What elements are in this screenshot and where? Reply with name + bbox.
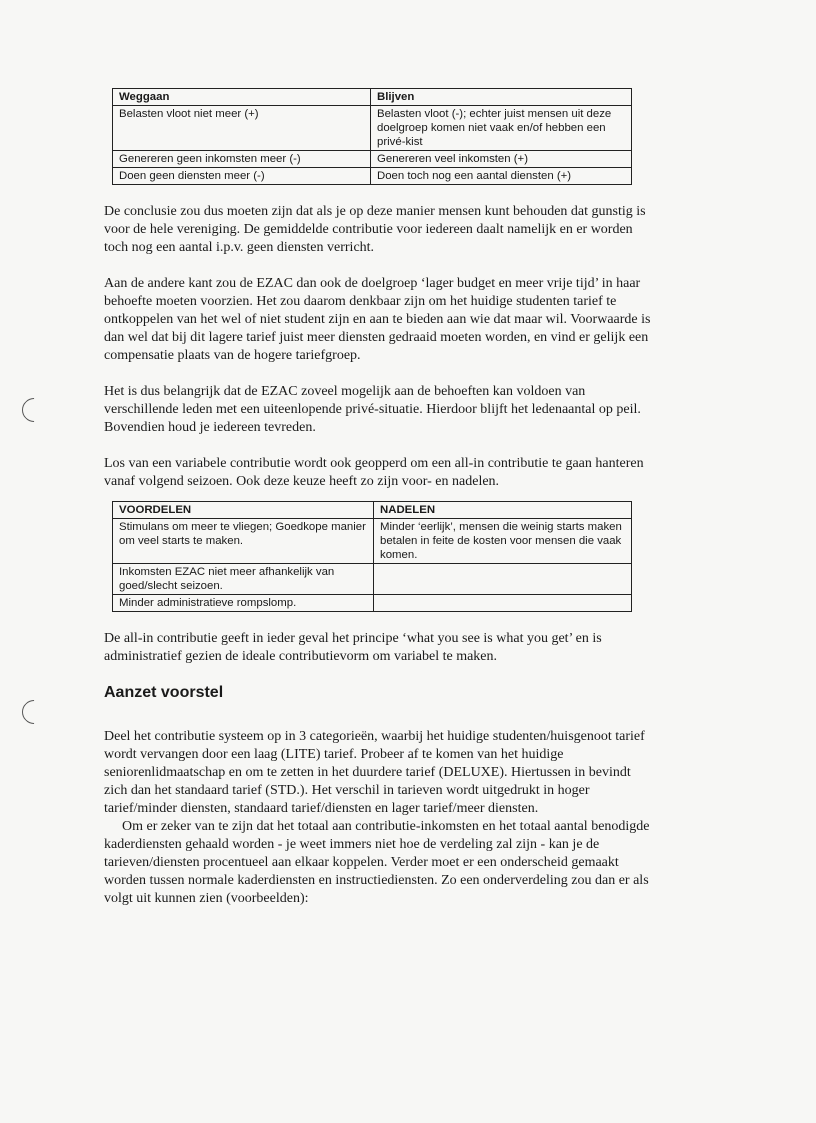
paragraph-wysiwyg: De all-in contributie geeft in ieder geval het principe ‘what you see is what you get’ en is administratief gezien de ideale contributievorm om variabel te maken. [104, 631, 602, 664]
table-cell: Doen toch nog een aantal diensten (+) [371, 168, 632, 185]
paragraph-behoeften: Het is dus belangrijk dat de EZAC zoveel mogelijk aan de behoeften kan voldoen van verschillende leden met een uiteenlopende privé-situatie. Hierdoor blijft het ledenaantal op peil. Bovendien houd je iedereen tevreden. [104, 384, 641, 435]
paragraph-categorieen: Deel het contributie systeem op in 3 categorieën, waarbij het huidige studenten/huisgenoot tarief wordt vervangen door een laag (LITE) tarief. Probeer af te komen van het huidige seniorenlidmaatschap en om te zetten in het duurdere tarief (DELUXE). Hiertussen in bevindt zich dan het standaard tarief (STD.). Het verschil in tarieven wordt uitgedrukt in hoger tarief/minder diensten, standaard tarief/diensten en lager tarief/meer diensten. [104, 729, 645, 816]
table-row [113, 595, 632, 612]
paragraph-conclusie: De conclusie zou dus moeten zijn dat als je op deze manier mensen kunt behouden dat gunstig is voor de hele vereniging. De gemiddelde contributie voor iedereen daalt namelijk en er worden toch nog een aantal i.p.v. geen diensten verricht. [104, 204, 646, 255]
header-blijven: Blijven [371, 89, 632, 106]
table-cell: Belasten vloot (-); echter juist mensen uit deze doelgroep komen niet vaak en/of hebben een privé-kist [371, 106, 632, 151]
document-page [104, 88, 656, 908]
paragraph-all-in: Los van een variabele contributie wordt ook geopperd om een all-in contributie te gaan hanteren vanaf volgend seizoen. Ook deze keuze heeft zo zijn voor- en nadelen. [104, 456, 644, 489]
table-header-row [113, 89, 632, 106]
table-cell: Genereren veel inkomsten (+) [371, 151, 632, 168]
punch-hole-top [17, 393, 51, 427]
table-header-row [113, 502, 632, 519]
table-cell: Genereren geen inkomsten meer (-) [113, 151, 371, 168]
table-cell [374, 595, 632, 612]
header-nadelen: NADELEN [374, 502, 632, 519]
table-cell: Minder administratieve rompslomp. [113, 595, 374, 612]
table-cell [374, 564, 632, 595]
paragraph-doelgroep: Aan de andere kant zou de EZAC dan ook de doelgroep ‘lager budget en meer vrije tijd’ in haar behoefte moeten voorzien. Het zou daarom denkbaar zijn om het huidige studenten tarief te ontkoppelen van het wel of niet student zijn en aan te bieden aan wie dat maar wil. Voorwaarde is dan wel dat bij dit lagere tarief juist meer diensten gedraaid moeten worden, en vind er gelijk een compensatie plaats van de hogere tariefgroep. [104, 276, 651, 363]
header-voordelen: VOORDELEN [113, 502, 374, 519]
table-row [113, 168, 632, 185]
section-heading: Aanzet voorstel [104, 684, 224, 701]
table-voordelen-nadelen [112, 501, 632, 612]
punch-hole-bottom [17, 695, 51, 729]
table-row [113, 151, 632, 168]
table-weggaan-blijven [112, 88, 632, 185]
table-cell: Belasten vloot niet meer (+) [113, 106, 371, 151]
table-cell: Inkomsten EZAC niet meer afhankelijk van goed/slecht seizoen. [113, 564, 374, 595]
table-cell: Doen geen diensten meer (-) [113, 168, 371, 185]
table-cell: Minder ‘eerlijk’, mensen die weinig starts maken betalen in feite de kosten voor mensen die vaak komen. [374, 519, 632, 564]
table-row [113, 564, 632, 595]
table-row [113, 106, 632, 151]
header-weggaan: Weggaan [113, 89, 371, 106]
paragraph-koppelen: Om er zeker van te zijn dat het totaal aan contributie-inkomsten en het totaal aantal benodigde kaderdiensten gehaald worden - je weet immers niet hoe de verdeling zal zijn - kan je de tarieven/diensten procentueel aan elkaar koppelen. Verder moet er een onderscheid gemaakt worden tussen normale kaderdiensten en instructiediensten. Zo een onderverdeling zou dan er als volgt uit kunnen zien (voorbeelden): [104, 819, 650, 906]
table-cell: Stimulans om meer te vliegen; Goedkope manier om veel starts te maken. [113, 519, 374, 564]
table-row [113, 519, 632, 564]
